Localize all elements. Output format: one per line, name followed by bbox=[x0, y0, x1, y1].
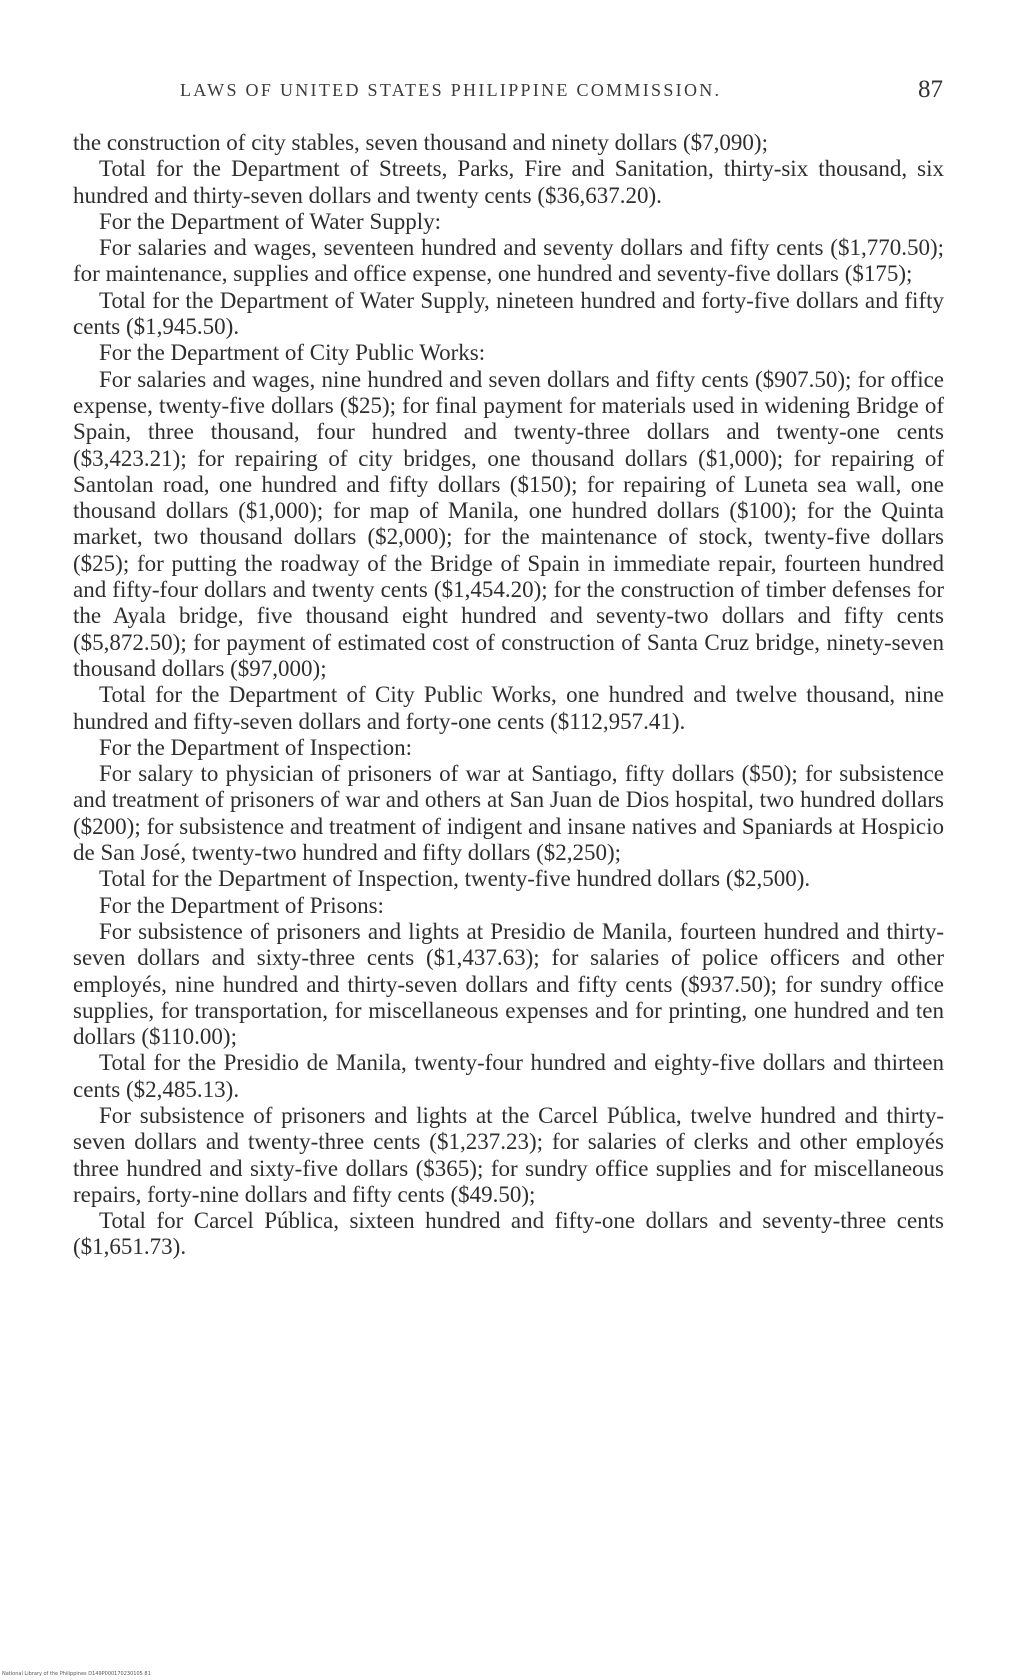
paragraph: Total for the Presidio de Manila, twenty-four hundred and eighty-five dollars and thirteen cents ($2,485.13). bbox=[73, 1050, 944, 1102]
body-text bbox=[73, 130, 944, 1261]
paragraph: For salary to physician of prisoners of war at Santiago, fifty dollars ($50); for subsistence and treatment of prisoners of war and others at San Juan de Dios hospital, two hundred dollars ($200); for subsistence and treatment of indigent and insane natives and Spaniards at Hospicio de San José, twenty-two hundred and fifty dollars ($2,250); bbox=[73, 761, 944, 866]
scan-footer-note: National Library of the Philippines D149P000170230105 81 bbox=[2, 1671, 151, 1677]
page-number: 87 bbox=[918, 76, 943, 103]
paragraph: Total for the Department of Inspection, twenty-five hundred dollars ($2,500). bbox=[99, 866, 811, 892]
paragraph: the construction of city stables, seven thousand and ninety dollars ($7,090); bbox=[73, 130, 768, 155]
paragraph: For subsistence of prisoners and lights at the Carcel Pública, twelve hundred and thirty-seven dollars and twenty-three cents ($1,237.23); for salaries of clerks and other employés three hundred and sixty-five dollars ($365); for sundry office supplies and for miscellaneous repairs, forty-nine dollars and fifty cents ($49.50); bbox=[73, 1102, 944, 1207]
paragraph: For subsistence of prisoners and lights at Presidio de Manila, fourteen hundred and thirty-seven dollars and sixty-three cents ($1,437.63); for salaries of police officers and other employés, nine hundred and thirty-seven dollars and fifty cents ($937.50); for sundry office supplies, for transportation, for miscellaneous expenses and for printing, one hundred and ten dollars ($110.00); bbox=[73, 918, 944, 1050]
section-heading: For the Department of Water Supply: bbox=[99, 208, 442, 234]
paragraph: Total for the Department of Water Supply, nineteen hundred and forty-five dollars and fifty cents ($1,945.50). bbox=[73, 287, 944, 340]
paragraph: Total for Carcel Pública, sixteen hundred and fifty-one dollars and seventy-three cents ($1,651.73). bbox=[73, 1208, 944, 1260]
page-header bbox=[75, 76, 943, 106]
section-heading: For the Department of Inspection: bbox=[99, 734, 412, 760]
running-head: LAWS OF UNITED STATES PHILIPPINE COMMISSION. bbox=[180, 80, 722, 100]
paragraph: For salaries and wages, seventeen hundred and seventy dollars and fifty cents ($1,770.50); for maintenance, supplies and office expense, one hundred and seventy-five dollars ($175); bbox=[73, 235, 944, 287]
paragraph: Total for the Department of City Public Works, one hundred and twelve thousand, nine hundred and fifty-seven dollars and forty-one cents ($112,957.41). bbox=[73, 682, 944, 734]
section-heading: For the Department of Prisons: bbox=[99, 892, 384, 918]
paragraph: Total for the Department of Streets, Parks, Fire and Sanitation, thirty-six thousand, six hundred and thirty-seven dollars and twenty cents ($36,637.20). bbox=[73, 156, 944, 208]
section-heading: For the Department of City Public Works: bbox=[99, 340, 486, 366]
paragraph: For salaries and wages, nine hundred and seven dollars and fifty cents ($907.50); for office expense, twenty-five dollars ($25); for final payment for materials used in widening Bridge of Spain, three thousand, four hundred and twenty-three dollars and twenty-one cents ($3,423.21); for repairing of city bridges, one thousand dollars ($1,000); for repairing of Santolan road, one hundred and fifty dollars ($150); for repairing of Luneta sea wall, one thousand dollars ($1,000); for map of Manila, one hundred dollars ($100); for the Quinta market, two thousand dollars ($2,000); for the maintenance of stock, twenty-five dollars ($25); for putting the roadway of the Bridge of Spain in immediate repair, fourteen hundred and fifty-four dollars and twenty cents ($1,454.20); for the construction of timber defenses for the Ayala bridge, five thousand eight hundred and seventy-two dollars and fifty cents ($5,872.50); for payment of estimated cost of construction of Santa Cruz bridge, ninety-seven thousand dollars ($97,000); bbox=[73, 366, 944, 681]
